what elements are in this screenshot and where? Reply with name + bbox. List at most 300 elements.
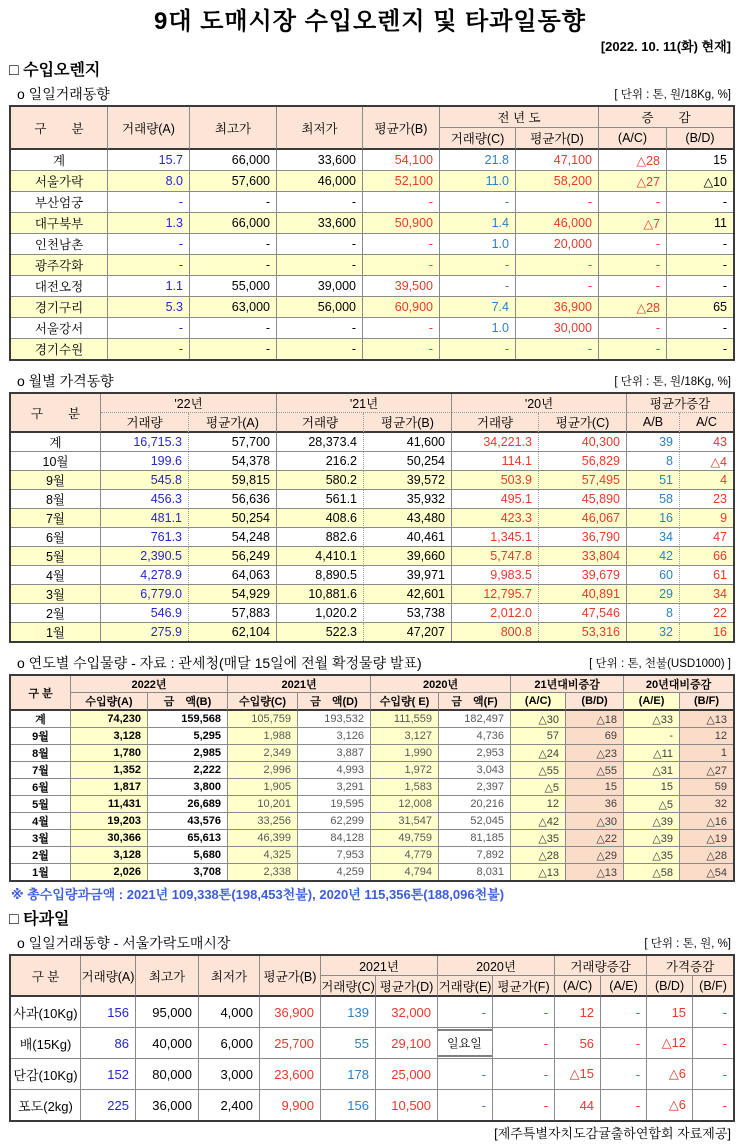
cell-avg-b: 23,600 [260, 1059, 321, 1090]
cell-import-a: 1,817 [71, 779, 148, 796]
cell-bd: - [667, 234, 733, 255]
cell-high: - [190, 234, 277, 255]
cell-avg-20: 33,804 [539, 547, 627, 566]
row-label: 3월 [11, 585, 101, 604]
cell-avg-d: - [516, 192, 599, 213]
cell-ac: - [599, 255, 667, 276]
cell-avg-f: - [493, 997, 555, 1028]
cell-import-c: 105,759 [228, 711, 298, 728]
col-header-ac: (A/C) [555, 976, 601, 997]
col-header-change-vs20: 20년대비증감 [624, 676, 733, 693]
row-label: 포도(2kg) [11, 1090, 81, 1120]
cell-qty-e [438, 1059, 493, 1090]
cell-avg-d: 30,000 [516, 318, 599, 339]
cell-ac: - [599, 339, 667, 359]
cell-avg-21: 53,738 [364, 604, 452, 623]
cell-ac: - [599, 192, 667, 213]
cell-bf: - [693, 1059, 733, 1090]
cell-amount-f: 3,043 [439, 762, 511, 779]
cell-low: 2,400 [199, 1090, 260, 1120]
daily-orange-table [9, 105, 735, 361]
col-header-qty: 거래량 [101, 413, 189, 433]
cell-qty-20: 114.1 [452, 452, 539, 471]
cell-bd: △6 [647, 1090, 693, 1120]
cell-avg-21: 42,601 [364, 585, 452, 604]
col-header-year-2020: 2020년 [371, 676, 511, 693]
cell-qty-21: 8,890.5 [277, 566, 364, 585]
cell-qty-c: 55 [321, 1028, 376, 1059]
row-label: 5월 [11, 796, 71, 813]
cell-bd: 15 [566, 779, 624, 796]
cell-amount-f: 81,185 [439, 830, 511, 847]
cell-ac: 44 [555, 1090, 601, 1120]
col-header-amount-d: 금 액(D) [298, 693, 371, 711]
cell-bd: - [667, 255, 733, 276]
cell-ac: △28 [511, 847, 566, 864]
subsection-yearly-import: o 연도별 수입물량 - 자료 : 관세청(매달 15일에 전월 확정물량 발표) [17, 655, 422, 671]
cell-bd: - [667, 192, 733, 213]
table-row [11, 728, 733, 745]
cell-qty-c: 178 [321, 1059, 376, 1090]
cell-ae: △5 [624, 796, 680, 813]
cell-ac: 4 [680, 471, 733, 490]
cell-avg-20: 36,790 [539, 528, 627, 547]
cell-amount-b: 2,985 [148, 745, 228, 762]
col-header-import-a: 수입량(A) [71, 693, 148, 711]
cell-avg-22: 54,248 [189, 528, 277, 547]
col-header-ab: A/B [627, 413, 680, 433]
col-header-prev-year: 전 년 도 [440, 107, 599, 128]
cell-ae: - [601, 997, 647, 1028]
cell-amount-f: 2,953 [439, 745, 511, 762]
cell-qty-22: 6,779.0 [101, 585, 189, 604]
cell-qty-21: 408.6 [277, 509, 364, 528]
cell-ac: △35 [511, 830, 566, 847]
table-row [11, 433, 733, 452]
row-label: 단감(10Kg) [11, 1059, 81, 1090]
cell-value: - [481, 1004, 487, 1020]
cell-amount-b: 159,568 [148, 711, 228, 728]
table-row [11, 604, 733, 623]
cell-amount-d: 3,887 [298, 745, 371, 762]
cell-qty-20: 800.8 [452, 623, 539, 641]
cell-import-e: 4,779 [371, 847, 439, 864]
row-label: 8월 [11, 745, 71, 762]
cell-amount-f: 7,892 [439, 847, 511, 864]
cell-avg-20: 46,067 [539, 509, 627, 528]
col-header-qty-a: 거래량(A) [81, 956, 136, 997]
cell-qty-c: - [440, 276, 516, 297]
cell-avg-b: 54,100 [363, 150, 440, 171]
cell-ae: △11 [624, 745, 680, 762]
cell-import-a: 30,366 [71, 830, 148, 847]
table-row [11, 830, 733, 847]
cell-import-e: 3,127 [371, 728, 439, 745]
cell-bd: △18 [566, 711, 624, 728]
cell-avg-d: 10,500 [376, 1090, 438, 1120]
col-header-qty-e: 거래량(E) [438, 976, 493, 997]
cell-amount-d: 3,291 [298, 779, 371, 796]
row-label: 8월 [11, 490, 101, 509]
col-header-bf: (B/F) [680, 693, 733, 711]
cell-amount-f: 20,216 [439, 796, 511, 813]
table-row [11, 171, 733, 192]
cell-import-c: 2,338 [228, 864, 298, 880]
cell-qty-a: 86 [81, 1028, 136, 1059]
cell-bd: - [667, 276, 733, 297]
cell-amount-b: 3,708 [148, 864, 228, 880]
cell-bd: △6 [647, 1059, 693, 1090]
cell-import-e: 12,008 [371, 796, 439, 813]
cell-avg-21: 39,572 [364, 471, 452, 490]
table-row [11, 318, 733, 339]
cell-avg-f: - [493, 1028, 555, 1059]
table-row [11, 339, 733, 359]
cell-ab: 60 [627, 566, 680, 585]
cell-ac: 34 [680, 585, 733, 604]
cell-qty-22: 4,278.9 [101, 566, 189, 585]
cell-qty-a: 1.1 [108, 276, 190, 297]
cell-qty-a: - [108, 339, 190, 359]
row-label: 1월 [11, 623, 101, 641]
cell-qty-c: 1.0 [440, 234, 516, 255]
cell-avg-b: - [363, 234, 440, 255]
table-row [11, 864, 733, 880]
cell-ac: 9 [680, 509, 733, 528]
cell-avg-22: 56,249 [189, 547, 277, 566]
cell-ab: 32 [627, 623, 680, 641]
cell-qty-a: 5.3 [108, 297, 190, 318]
cell-amount-d: 84,128 [298, 830, 371, 847]
col-header-gubun: 구 분 [11, 394, 101, 433]
col-header-year-2021: 2021년 [228, 676, 371, 693]
cell-import-e: 1,990 [371, 745, 439, 762]
row-label: 4월 [11, 813, 71, 830]
cell-amount-d: 62,299 [298, 813, 371, 830]
cell-avg-b: 60,900 [363, 297, 440, 318]
cell-high: - [190, 255, 277, 276]
table-row [11, 150, 733, 171]
cell-amount-b: 65,613 [148, 830, 228, 847]
cell-avg-21: 39,971 [364, 566, 452, 585]
cell-low: 39,000 [277, 276, 363, 297]
cell-bd: 15 [647, 997, 693, 1028]
cell-amount-d: 19,595 [298, 796, 371, 813]
row-label: 광주각화 [11, 255, 108, 276]
cell-amount-f: 182,497 [439, 711, 511, 728]
cell-qty-21: 522.3 [277, 623, 364, 641]
total-import-footnote: ※ 총수입량과금액 : 2021년 109,338톤(198,453천불), 2020년 115,356톤(188,096천불) [11, 887, 505, 902]
cell-bf: 1 [680, 745, 733, 762]
table-row [11, 509, 733, 528]
cell-high: 80,000 [136, 1059, 199, 1090]
row-label: 대구북부 [11, 213, 108, 234]
cell-high: - [190, 192, 277, 213]
cell-low: - [277, 234, 363, 255]
col-header-year-22: '22년 [101, 394, 277, 413]
cell-low: - [277, 192, 363, 213]
cell-bd: 65 [667, 297, 733, 318]
cell-ae: - [601, 1090, 647, 1120]
cell-qty-c: - [440, 339, 516, 359]
cell-ac: △28 [599, 297, 667, 318]
col-header-gubun: 구 분 [11, 107, 108, 150]
cell-avg-b: - [363, 318, 440, 339]
cell-import-e: 31,547 [371, 813, 439, 830]
row-label: 6월 [11, 528, 101, 547]
cell-ac: 23 [680, 490, 733, 509]
col-header-low: 최저가 [277, 107, 363, 150]
table-row [11, 192, 733, 213]
cell-ac: 43 [680, 433, 733, 452]
cell-import-e: 1,972 [371, 762, 439, 779]
cell-avg-22: 54,929 [189, 585, 277, 604]
cell-import-a: 3,128 [71, 728, 148, 745]
cell-import-e: 111,559 [371, 711, 439, 728]
cell-bd: △10 [667, 171, 733, 192]
cell-low: - [277, 339, 363, 359]
col-header-change-vs21: 21년대비증감 [511, 676, 624, 693]
cell-ae: - [601, 1028, 647, 1059]
row-label: 7월 [11, 762, 71, 779]
cell-avg-22: 50,254 [189, 509, 277, 528]
col-header-avg-f: 평균가(F) [493, 976, 555, 997]
row-label: 4월 [11, 566, 101, 585]
cell-ae: 15 [624, 779, 680, 796]
cell-qty-22: 16,715.3 [101, 433, 189, 452]
col-header-ac: (A/C) [599, 128, 667, 150]
cell-ae: △33 [624, 711, 680, 728]
cell-qty-a: - [108, 255, 190, 276]
row-label: 서울강서 [11, 318, 108, 339]
cell-bd: 69 [566, 728, 624, 745]
cell-qty-20: 423.3 [452, 509, 539, 528]
section-title-orange: □ 수입오렌지 [9, 62, 101, 79]
cell-amount-f: 4,736 [439, 728, 511, 745]
cell-qty-22: 456.3 [101, 490, 189, 509]
table-row [11, 452, 733, 471]
cell-import-c: 2,996 [228, 762, 298, 779]
cell-qty-22: 546.9 [101, 604, 189, 623]
cell-qty-20: 5,747.8 [452, 547, 539, 566]
cell-qty-22: 545.8 [101, 471, 189, 490]
row-label: 2월 [11, 604, 101, 623]
provider-label: [제주특별자치도감귤출하연합회 자료제공] [494, 1126, 731, 1141]
cell-high: - [190, 318, 277, 339]
cell-avg-d: 25,000 [376, 1059, 438, 1090]
row-label: 계 [11, 150, 108, 171]
col-header-price-change: 가격증감 [647, 956, 733, 976]
cell-avg-d: 47,100 [516, 150, 599, 171]
table-row [11, 471, 733, 490]
cell-low: 33,600 [277, 213, 363, 234]
cell-ab: 39 [627, 433, 680, 452]
cell-ac: 12 [511, 796, 566, 813]
cell-avg-22: 56,636 [189, 490, 277, 509]
cell-ae: - [601, 1059, 647, 1090]
cell-qty-21: 561.1 [277, 490, 364, 509]
cell-qty-22: 199.6 [101, 452, 189, 471]
cell-avg-22: 57,883 [189, 604, 277, 623]
fruit-daily-table [9, 954, 735, 1122]
col-header-change: 증 감 [599, 107, 733, 128]
row-label: 2월 [11, 847, 71, 864]
col-header-amount-f: 금 액(F) [439, 693, 511, 711]
cell-qty-21: 1,020.2 [277, 604, 364, 623]
cell-import-e: 49,759 [371, 830, 439, 847]
cell-ac: △7 [599, 213, 667, 234]
col-header-qty: 거래량 [452, 413, 539, 433]
unit-label: [ 단위 : 톤, 원/18Kg, %] [614, 89, 731, 101]
cell-avg-d: - [516, 276, 599, 297]
row-label: 5월 [11, 547, 101, 566]
cell-ab: 58 [627, 490, 680, 509]
cell-import-c: 46,399 [228, 830, 298, 847]
table-row [11, 847, 733, 864]
cell-avg-21: 50,254 [364, 452, 452, 471]
cell-ae: △39 [624, 830, 680, 847]
table-row [11, 997, 733, 1028]
cell-avg-b: 9,900 [260, 1090, 321, 1120]
cell-bf: △27 [680, 762, 733, 779]
cell-ac: 56 [555, 1028, 601, 1059]
col-header-high: 최고가 [190, 107, 277, 150]
cell-avg-b: 39,500 [363, 276, 440, 297]
cell-qty-a: 15.7 [108, 150, 190, 171]
table-row [11, 779, 733, 796]
cell-avg-21: 41,600 [364, 433, 452, 452]
cell-avg-21: 39,660 [364, 547, 452, 566]
col-header-qty-a: 거래량(A) [108, 107, 190, 150]
cell-qty-22: 761.3 [101, 528, 189, 547]
cell-ab: 8 [627, 604, 680, 623]
cell-qty-c: 7.4 [440, 297, 516, 318]
cell-value: - [481, 1097, 487, 1113]
table-row [11, 213, 733, 234]
cell-qty-e [438, 997, 493, 1028]
cell-import-a: 11,431 [71, 796, 148, 813]
cell-qty-c: 21.8 [440, 150, 516, 171]
cell-qty-21: 10,881.6 [277, 585, 364, 604]
cell-ac: △4 [680, 452, 733, 471]
col-header-avg-change: 평균가증감 [627, 394, 733, 413]
cell-qty-20: 2,012.0 [452, 604, 539, 623]
cell-bd: △55 [566, 762, 624, 779]
cell-qty-c: 156 [321, 1090, 376, 1120]
table-row [11, 528, 733, 547]
cell-bf: - [693, 1090, 733, 1120]
cell-qty-22: 2,390.5 [101, 547, 189, 566]
cell-amount-b: 3,800 [148, 779, 228, 796]
col-header-year-21: '21년 [277, 394, 452, 413]
cell-high: 55,000 [190, 276, 277, 297]
table-row [11, 813, 733, 830]
row-label: 1월 [11, 864, 71, 880]
cell-bd: - [667, 339, 733, 359]
cell-qty-c: - [440, 255, 516, 276]
cell-qty-20: 34,221.3 [452, 433, 539, 452]
cell-amount-b: 2,222 [148, 762, 228, 779]
cell-avg-22: 59,815 [189, 471, 277, 490]
cell-qty-a: 1.3 [108, 213, 190, 234]
cell-qty-21: 580.2 [277, 471, 364, 490]
cell-qty-a: - [108, 318, 190, 339]
cell-ac: 61 [680, 566, 733, 585]
cell-import-a: 2,026 [71, 864, 148, 880]
cell-qty-20: 503.9 [452, 471, 539, 490]
col-header-avg-b: 평균가(B) [260, 956, 321, 997]
col-header-qty-change: 거래량증감 [555, 956, 647, 976]
unit-label: [ 단위 : 톤, 천불(USD1000) ] [589, 658, 731, 670]
table-row [11, 745, 733, 762]
cell-bd: △12 [647, 1028, 693, 1059]
cell-qty-20: 495.1 [452, 490, 539, 509]
cell-import-a: 1,352 [71, 762, 148, 779]
cell-high: 57,600 [190, 171, 277, 192]
cell-avg-d: - [516, 255, 599, 276]
row-label: 9월 [11, 471, 101, 490]
cell-avg-d: 29,100 [376, 1028, 438, 1059]
table-row [11, 1090, 733, 1120]
unit-label: [ 단위 : 톤, 원/18Kg, %] [614, 376, 731, 388]
table-row [11, 1028, 733, 1059]
cell-qty-20: 12,795.7 [452, 585, 539, 604]
table-row [11, 547, 733, 566]
cell-import-c: 33,256 [228, 813, 298, 830]
table-row [11, 796, 733, 813]
cell-qty-c: 11.0 [440, 171, 516, 192]
cell-high: 66,000 [190, 150, 277, 171]
cell-avg-22: 54,378 [189, 452, 277, 471]
cell-ac: △15 [555, 1059, 601, 1090]
cell-avg-b: - [363, 255, 440, 276]
table-row [11, 297, 733, 318]
cell-ac: 22 [680, 604, 733, 623]
cell-qty-a: 8.0 [108, 171, 190, 192]
cell-avg-22: 57,700 [189, 433, 277, 452]
cell-qty-a: - [108, 192, 190, 213]
cell-ac: - [599, 276, 667, 297]
row-label: 3월 [11, 830, 71, 847]
cell-import-a: 74,230 [71, 711, 148, 728]
cell-ae: △58 [624, 864, 680, 880]
cell-qty-c: 1.4 [440, 213, 516, 234]
row-label: 9월 [11, 728, 71, 745]
row-label: 부산엄궁 [11, 192, 108, 213]
cell-high: 95,000 [136, 997, 199, 1028]
cell-amount-b: 5,295 [148, 728, 228, 745]
cell-avg-21: 40,461 [364, 528, 452, 547]
col-header-ac: (A/C) [511, 693, 566, 711]
cell-qty-a: - [108, 234, 190, 255]
table-row [11, 566, 733, 585]
col-header-qty-c: 거래량(C) [440, 128, 516, 150]
subsection-monthly-price: o 월별 가격동향 [17, 373, 114, 389]
row-label: 7월 [11, 509, 101, 528]
cell-amount-d: 3,126 [298, 728, 371, 745]
cell-high: 40,000 [136, 1028, 199, 1059]
cell-ac: 47 [680, 528, 733, 547]
cell-bf: 32 [680, 796, 733, 813]
cell-low: 4,000 [199, 997, 260, 1028]
cell-avg-d: 32,000 [376, 997, 438, 1028]
col-header-bd: (B/D) [647, 976, 693, 997]
col-header-bd: (B/D) [566, 693, 624, 711]
row-label: 6월 [11, 779, 71, 796]
col-header-gubun: 구 분 [11, 676, 71, 711]
cell-ac: - [599, 234, 667, 255]
cell-low: 56,000 [277, 297, 363, 318]
